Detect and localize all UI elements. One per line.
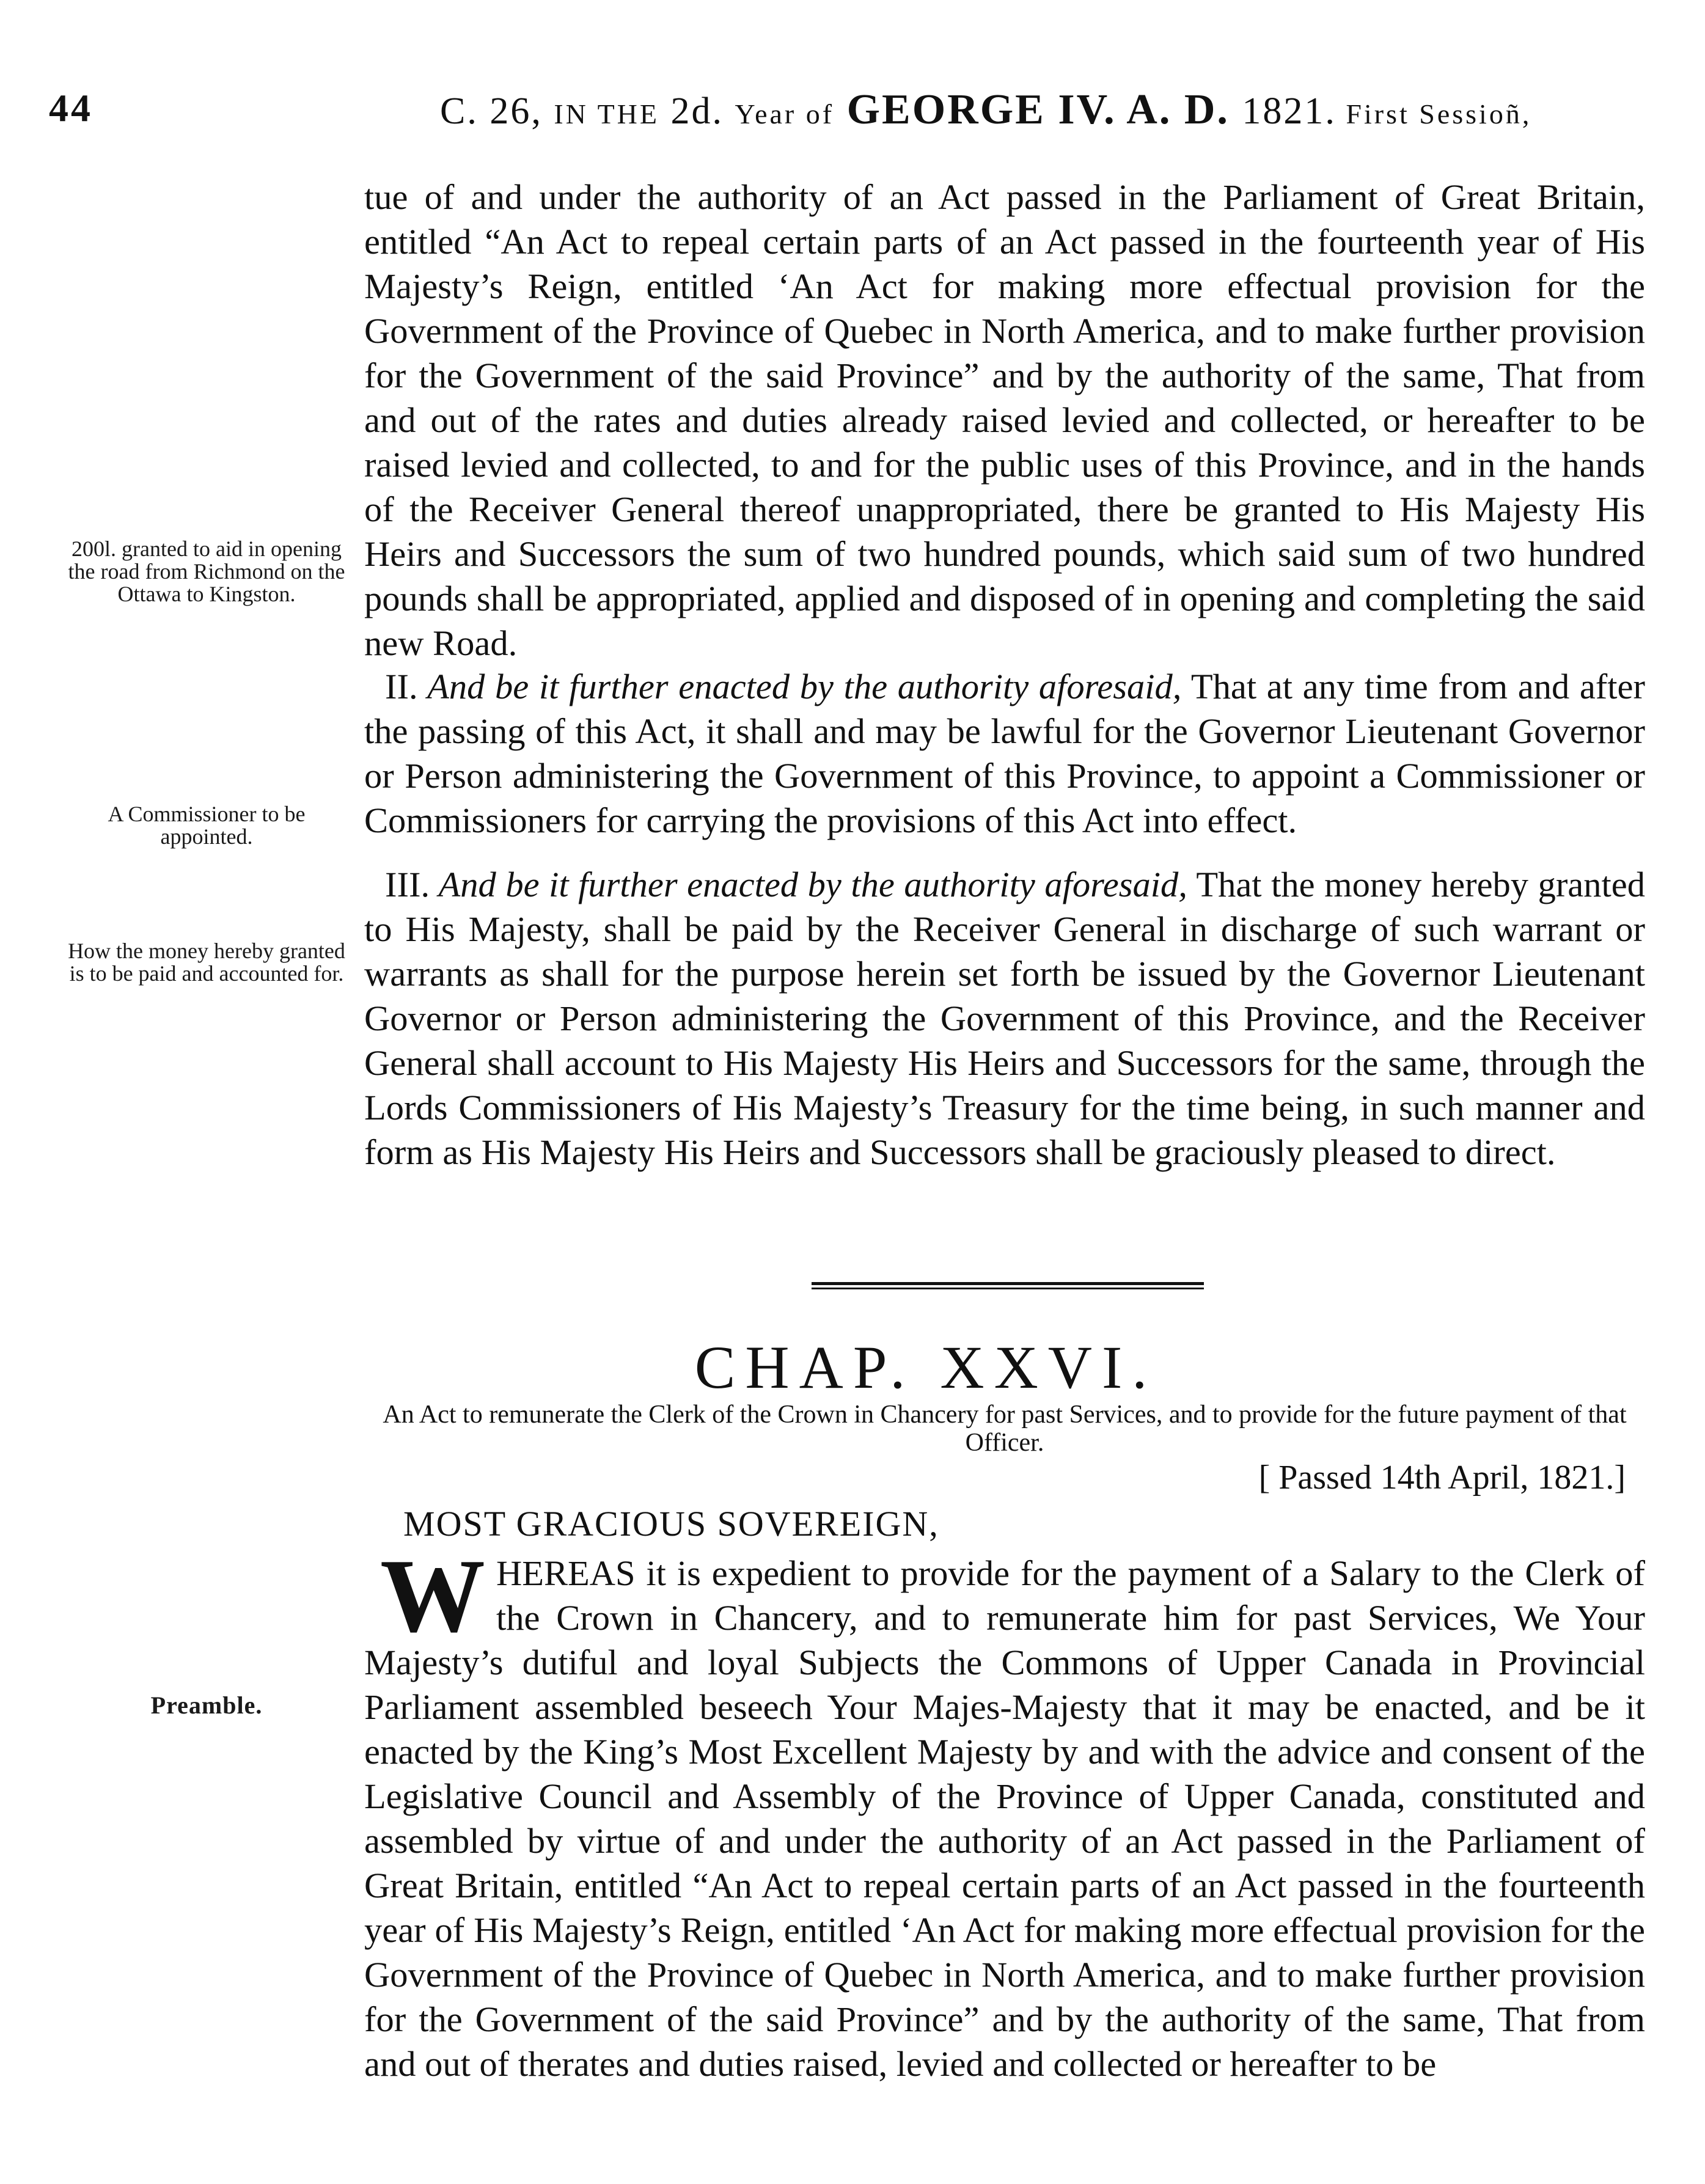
section-three-paragraph	[364, 862, 1645, 1174]
section-two	[364, 664, 1645, 843]
page-number: 44	[49, 86, 93, 130]
section-two-enacting-clause: And be it further enacted by the authority aforesaid,	[417, 667, 1182, 706]
drop-cap-letter: W	[380, 1538, 485, 1654]
section-two-paragraph	[364, 664, 1645, 843]
running-header	[0, 73, 1705, 134]
running-head-year-of: Year of	[735, 98, 835, 130]
running-head-in-the: IN THE	[554, 98, 659, 130]
preamble-text: HEREAS it is expedient to provide for the payment of a Salary to the Clerk of the Crown in Chancery, and to remunerate him for past Services, We Your Majesty’s dutiful and loyal Subjects the Commons of Upper Canada in Provincial Parliament assembled beseech Your Majes-Majesty that it may be enacted, and be it enacted by the King’s Most Excellent Majesty by and with the advice and consent of the Legislative Council and Assembly of the Province of Upper Canada, constituted and assembled by virtue of and under the authority of an Act passed in the Parliament of Great Britain, entitled “An Act to repeal certain parts of an Act passed in the fourteenth year of His Majesty’s Reign, entitled ‘An Act for making more effectual provision for the Government of the Province of Quebec in North America, and to make further provision for the Government of the said Province” and by the authority of the same, That from and out of therates and duties raised, levied and collected or hereafter to be	[364, 1553, 1645, 2084]
section-three-number: III.	[385, 865, 430, 904]
continued-enactment	[364, 175, 1645, 665]
section-two-text: That at any time from and after the passing of this Act, it shall and may be lawful for the Governor Lieutenant Governor or Person administering the Government of this Province, to appoint a Commissioner or Commissioners for carrying the provisions of this Act into effect.	[364, 667, 1645, 840]
chapter-divider-rule	[812, 1282, 1204, 1292]
passed-date: [ Passed 14th April, 1821.]	[1258, 1459, 1626, 1497]
section-three-text: That the money hereby granted to His Majesty, shall be paid by the Receiver General in discharge of such warrant or warrants as shall for the purpose herein set forth be issued by the Governor Lieutenant Governor or Person administering the Government of this Province, and the Receiver General shall account to His Majesty His Heirs and Successors for the same, through the Lords Commissioners of His Majesty’s Treasury for the time being, in such manner and form as His Majesty His Heirs and Successors shall be graciously pleased to direct.	[364, 865, 1645, 1172]
preamble-paragraph	[364, 1538, 1645, 2086]
running-head-chapter: C. 26,	[440, 90, 554, 132]
marginal-note-commissioner: A Commissioner to be appointed.	[108, 802, 306, 849]
running-head-regnal: 2d.	[659, 90, 735, 132]
chapter-description: An Act to remunerate the Clerk of the Crown in Chancery for past Services, and to provide for the future payment of that Officer.	[383, 1401, 1627, 1457]
marginal-note-grant: 200l. granted to aid in opening the road from Richmond on the Ottawa to Kingston.	[68, 537, 345, 606]
marginal-note-payment: How the money hereby granted is to be paid and accounted for.	[68, 939, 345, 986]
marginal-note-preamble: Preamble.	[150, 1691, 263, 1719]
divider-line-thin	[812, 1288, 1204, 1289]
running-head-king: GEORGE IV. A. D.	[834, 86, 1242, 133]
running-head	[440, 86, 1531, 134]
running-head-session: First Sessioñ,	[1336, 98, 1532, 130]
section-three	[364, 862, 1645, 1174]
enactment-paragraph: tue of and under the authority of an Act passed in the Parliament of Great Britain, entitled “An Act to repeal certain parts of an Act passed in the fourteenth year of His Majesty’s Reign, entitled ‘An Act for making more effectual provision for the Government of the Province of Quebec in North America, and to make further provision for the Government of the said Province” and by the authority of the same, That from and out of the rates and duties already raised levied and collected, or hereafter to be raised levied and collected, to and for the public uses of this Province, and in the hands of the Receiver General thereof unappropriated, there be granted to His Majesty His Heirs and Successors the sum of two hundred pounds, which said sum of two hundred pounds shall be appropriated, applied and disposed of in opening and completing the said new Road.	[364, 177, 1645, 663]
running-head-year: 1821.	[1242, 90, 1336, 132]
section-three-enacting-clause: And be it further enacted by the authority aforesaid,	[430, 865, 1187, 904]
divider-line-thick	[812, 1282, 1204, 1285]
chapter-title: CHAP. XXVI.	[694, 1333, 1157, 1401]
section-two-number: II.	[385, 667, 418, 706]
salutation: MOST GRACIOUS SOVEREIGN,	[403, 1504, 939, 1544]
